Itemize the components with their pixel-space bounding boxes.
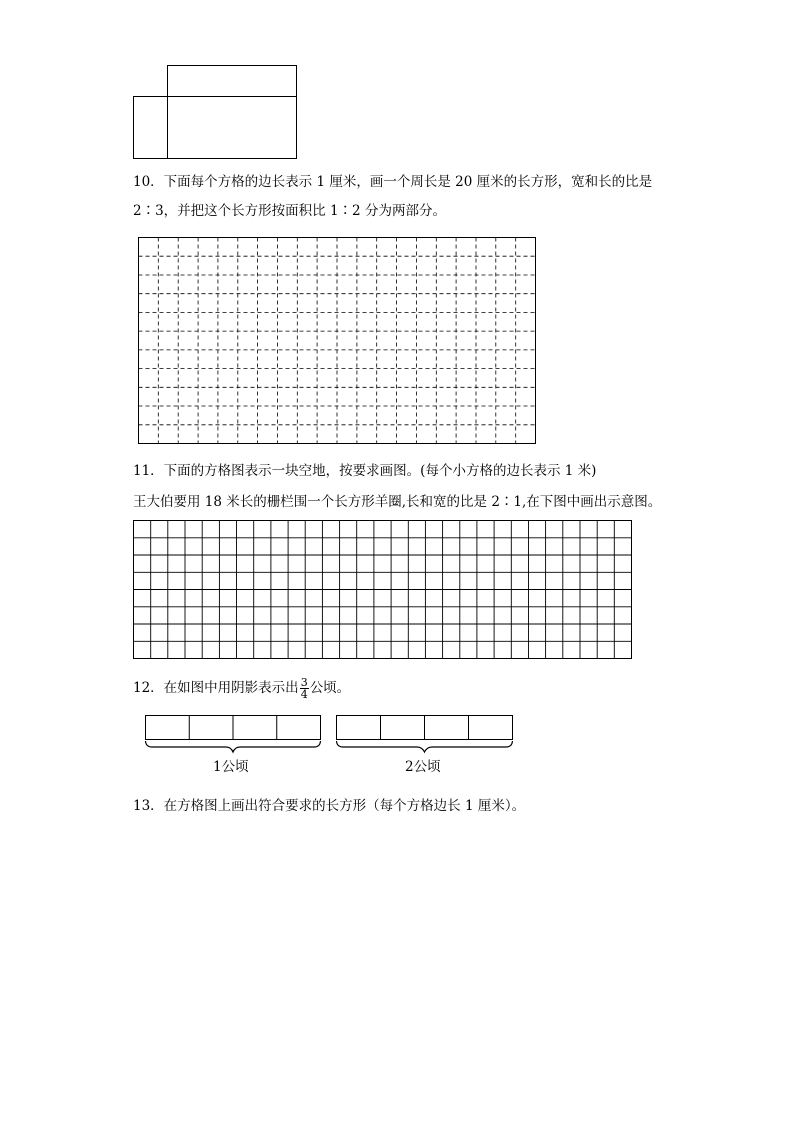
q12-text-suffix: 公顷。 — [309, 680, 351, 696]
q12-right-brace — [337, 741, 513, 752]
q13-text-line1: 13．在方格图上画出符合要求的长方形（每个方格边长 1 厘米）。 — [133, 798, 526, 814]
q10-text-line1: 10．下面每个方格的边长表示 1 厘米，画一个周长是 20 厘米的长方形，宽和长的比是 — [133, 174, 653, 190]
q12-fraction-denominator: 4 — [300, 688, 308, 701]
q11-text-line2: 王大伯要用 18 米长的栅栏围一个长方形羊圈,长和宽的比是 2∶1,在下图中画出示意图。 — [133, 494, 662, 510]
q10-text-line2: 2∶3，并把这个长方形按面积比 1∶2 分为两部分。 — [133, 203, 446, 219]
q12-label-1-hectare: 1公顷 — [213, 759, 249, 775]
q11-text-line1: 11．下面的方格图表示一块空地，按要求画图。(每个小方格的边长表示 1 米) — [133, 463, 597, 479]
q12-fraction-numerator: 3 — [300, 676, 308, 689]
q12-text-prefix: 12．在如图中用阴影表示出 — [133, 680, 299, 696]
q12-left-brace — [146, 741, 321, 752]
q12-label-2-hectare: 2公顷 — [405, 759, 441, 775]
